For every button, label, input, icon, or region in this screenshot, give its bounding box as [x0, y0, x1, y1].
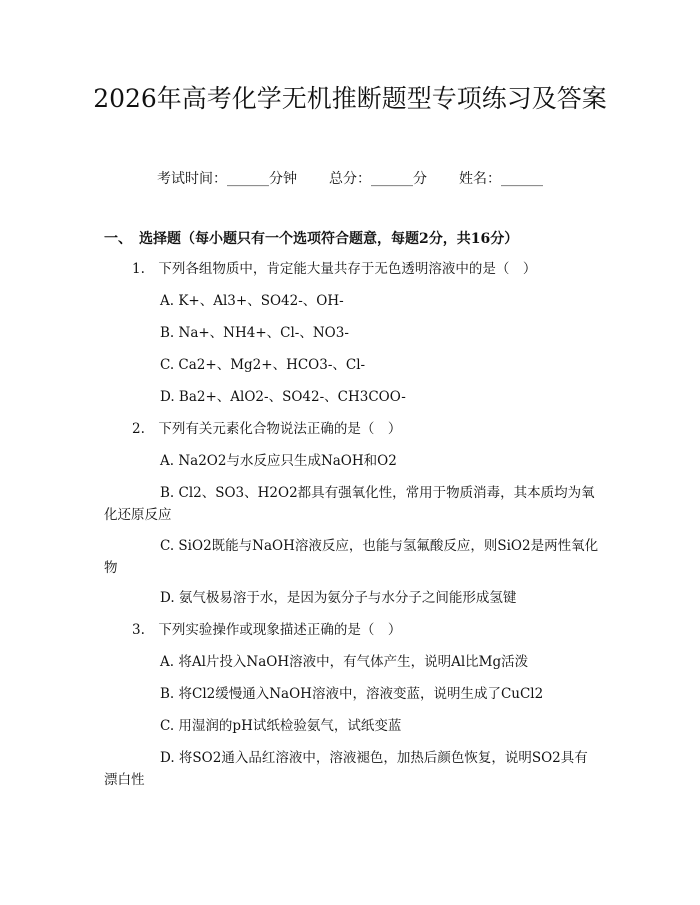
page-title: 2026年高考化学无机推断题型专项练习及答案	[93, 84, 607, 113]
section-heading: 一、 选择题（每小题只有一个选项符合题意，每题2分，共16分）	[104, 231, 519, 247]
question-3-stem: 3. 下列实验操作或现象描述正确的是（ ）	[132, 622, 402, 638]
exam-time-field: 考试时间：______分钟	[157, 171, 297, 187]
question-1-option-b: B. Na+、NH4+、Cl-、NO3-	[160, 325, 349, 341]
question-3-option-d: D. 将SO2通入品红溶液中，溶液褪色，加热后颜色恢复，说明SO2具有漂白性	[104, 750, 588, 788]
question-1-option-c: C. Ca2+、Mg2+、HCO3-、Cl-	[160, 357, 366, 373]
question-1-option-a: A. K+、Al3+、SO42-、OH-	[160, 293, 344, 309]
question-2-option-c: C. SiO2既能与NaOH溶液反应，也能与氢氟酸反应，则SiO2是两性氧化物	[104, 538, 599, 576]
question-2-option-d: D. 氨气极易溶于水，是因为氨分子与水分子之间能形成氢键	[160, 590, 517, 606]
question-3-option-b: B. 将Cl2缓慢通入NaOH溶液中，溶液变蓝，说明生成了CuCl2	[160, 686, 544, 702]
question-3-option-a: A. 将Al片投入NaOH溶液中，有气体产生，说明Al比Mg活泼	[160, 654, 529, 670]
question-1-stem: 1. 下列各组物质中，肯定能大量共存于无色透明溶液中的是（ ）	[132, 261, 537, 277]
question-1-option-d: D. Ba2+、AlO2-、SO42-、CH3COO-	[160, 389, 406, 405]
question-2-option-a: A. Na2O2与水反应只生成NaOH和O2	[160, 453, 397, 469]
question-2-option-b: B. Cl2、SO3、H2O2都具有强氧化性，常用于物质消毒，其本质均为氧化还原反应	[104, 485, 595, 523]
total-score-field: 总分：______分	[329, 171, 427, 187]
question-2-stem: 2. 下列有关元素化合物说法正确的是（ ）	[132, 421, 402, 437]
question-3-option-c: C. 用湿润的pH试纸检验氨气，试纸变蓝	[160, 718, 402, 734]
exam-info	[0, 168, 700, 188]
student-name-field: 姓名：______	[459, 171, 543, 187]
